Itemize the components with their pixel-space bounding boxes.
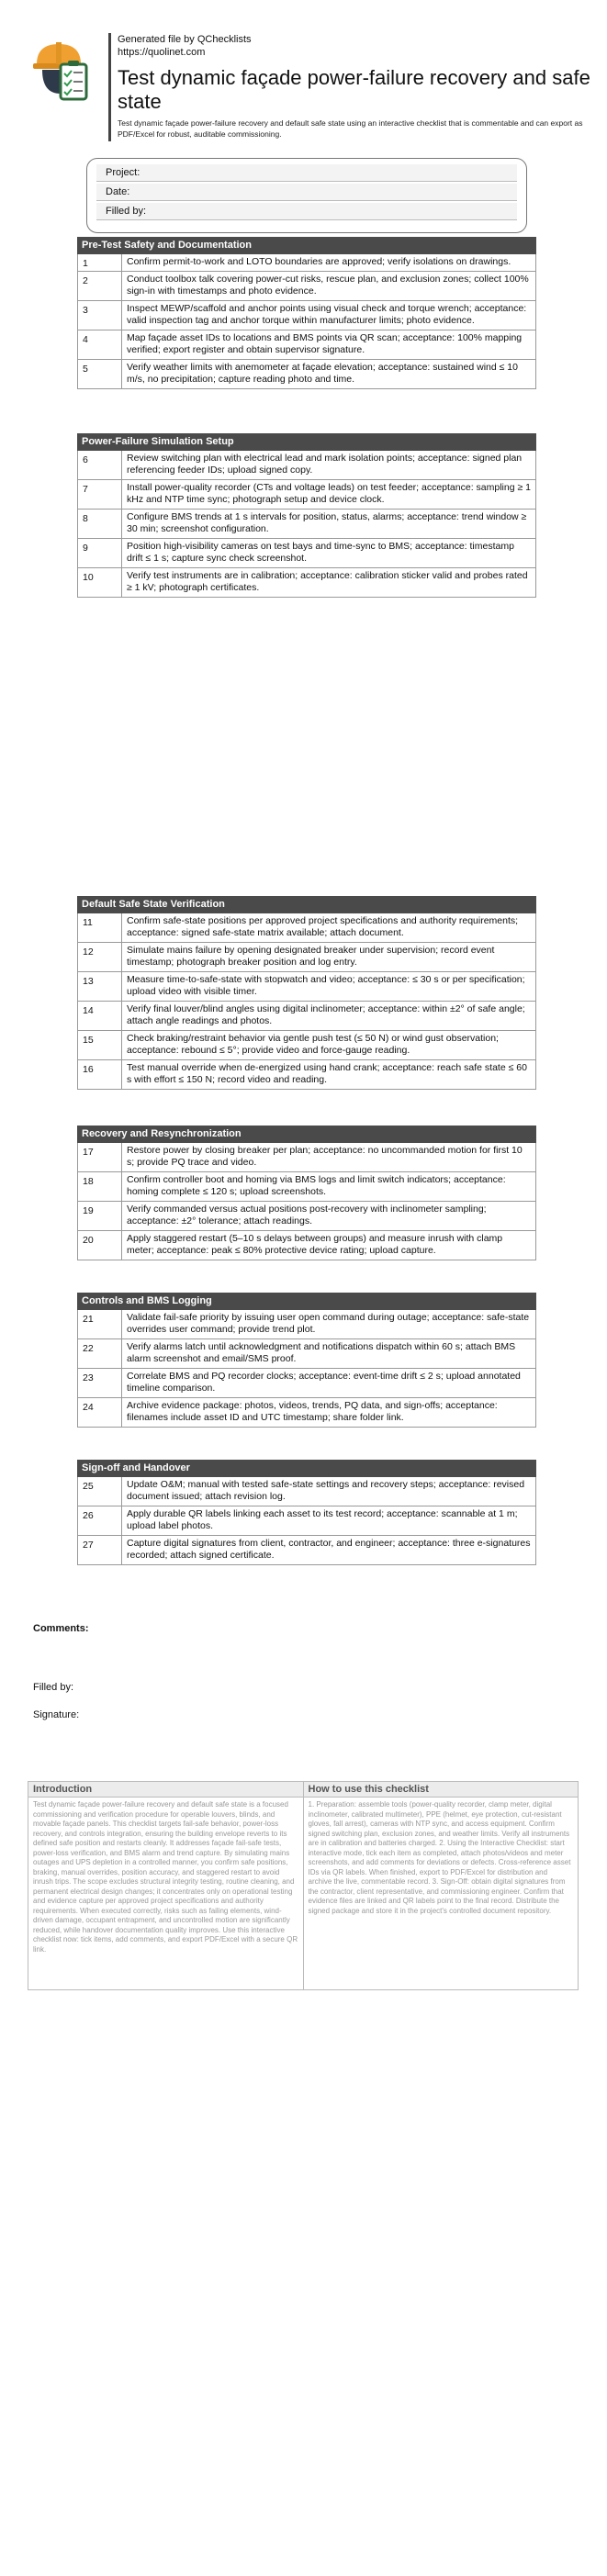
checklist-item[interactable] [78, 480, 535, 510]
intro-panel [28, 1781, 579, 1990]
section-heading: Pre-Test Safety and Documentation [77, 237, 536, 254]
checklist-item[interactable] [78, 360, 535, 389]
item-number: 10 [78, 568, 122, 597]
item-number: 4 [78, 330, 122, 359]
item-text: Verify final louver/blind angles using digital inclinometer; acceptance: within ±2° of safe angle; attach angle readings and photos. [127, 1003, 525, 1026]
section-items [77, 254, 536, 389]
section-heading: Recovery and Resynchronization [77, 1126, 536, 1143]
checklist-item[interactable] [78, 1536, 535, 1565]
item-text: Verify weather limits with anemometer at façade elevation; acceptance: sustained wind ≤ 10 m/s, no precipitation; capture reading photo and time. [127, 362, 518, 385]
signature-label: Signature: [33, 1709, 80, 1720]
item-number: 17 [78, 1143, 122, 1171]
item-text: Check braking/restraint behavior via gentle push test (≤ 50 N) or wind gust observation; acceptance: rebound ≤ 5°; provide video and force-gauge reading. [127, 1033, 499, 1056]
section-items [77, 1310, 536, 1428]
checklist-item[interactable] [78, 451, 535, 480]
item-text: Install power-quality recorder (CTs and voltage leads) on test feeder; acceptance: sampling ≥ 1 kHz and NTP time sync; photograph setup and device clock. [127, 482, 531, 505]
item-text: Capture digital signatures from client, contractor, and engineer; acceptance: three e-signatures recorded; attach signed certificate. [127, 1538, 531, 1561]
section-items [77, 913, 536, 1090]
item-text: Test manual override when de-energized using hand crank; acceptance: reach safe state ≤ 60 s with effort ≤ 150 N; record video and reading. [127, 1062, 527, 1085]
date-field[interactable]: Date: [96, 184, 517, 201]
project-info-box [86, 158, 527, 233]
introduction-text: Test dynamic façade power-failure recovery and default safe state is a focused commissioning and verification procedure for operable louvers, blinds, and movable façade panels. This checklist targets fail-safe behavior, power-loss recovery, and controls integration, ensuring the building envelope reverts to its defined safe position and restarts cleanly. It addresses façade fail-safe tests, power-loss verification, and BMS alarm and trend capture. By simulating mains outages and UPS depletion in a controlled manner, you confirm safe positions, braking, manual overrides, position accuracy, and staggered restart to avoid inrush trips. The scope excludes structural integrity testing, routine cleaning, and permanent electrical design changes; it concentrates only on operational testing and evidence capture per approved project specifications and authority requirements. When executed correctly, risks such as failing elements, wind-driven damage, occupant entrapment, and uncontrolled motion are significantly reduced, while handover documentation quality improves. Use this interactive checklist now: tick items, add comments, and export PDF/Excel with a secure QR link. [33, 1800, 298, 1954]
checklist-item[interactable] [78, 1398, 535, 1428]
item-number: 12 [78, 943, 122, 971]
how-to-heading: How to use this checklist [304, 1782, 579, 1798]
item-number: 27 [78, 1536, 122, 1564]
page-subtitle: Test dynamic façade power-failure recovery and default safe state using an interactive checklist that is commentable and can export as PDF/Excel for robust, auditable commissioning. [118, 118, 583, 139]
item-text: Archive evidence package: photos, videos, trends, PQ data, and sign-offs; acceptance: filenames include asset ID and UTC timestamp; share folder link. [127, 1400, 498, 1423]
checklist-item[interactable] [78, 1031, 535, 1060]
item-number: 24 [78, 1398, 122, 1427]
item-text: Conduct toolbox talk covering power-cut risks, rescue plan, and exclusion zones; collect 100% sign-in with timestamps and photo evidence. [127, 274, 529, 297]
checklist-item[interactable] [78, 1002, 535, 1031]
checklist-item[interactable] [78, 943, 535, 972]
item-text: Inspect MEWP/scaffold and anchor points using visual check and torque wrench; acceptance: valid inspection tag and anchor torque within manufacturer limits; photo evidence. [127, 303, 527, 326]
item-number: 25 [78, 1477, 122, 1506]
item-number: 20 [78, 1231, 122, 1260]
checklist-section [77, 237, 536, 389]
checklist-item[interactable] [78, 1369, 535, 1398]
item-text: Confirm permit-to-work and LOTO boundaries are approved; verify isolations on drawings. [127, 256, 511, 267]
item-number: 21 [78, 1310, 122, 1338]
how-to-column [303, 1782, 579, 1989]
checklist-item[interactable] [78, 913, 535, 943]
checklist-section [77, 1293, 536, 1428]
checklist-item[interactable] [78, 539, 535, 568]
filled-by-field[interactable]: Filled by: [96, 203, 517, 220]
project-field[interactable]: Project: [96, 164, 517, 182]
introduction-column [28, 1782, 303, 1989]
item-text: Confirm safe-state positions per approved project specifications and authority requirements; acceptance: signed safe-state matrix available; attach document. [127, 915, 519, 938]
checklist-section [77, 1460, 536, 1565]
header-text [118, 33, 595, 140]
item-text: Apply durable QR labels linking each asset to its test record; acceptance: scannable at 1 m; upload label photos. [127, 1508, 518, 1531]
section-heading: Sign-off and Handover [77, 1460, 536, 1477]
item-number: 1 [78, 254, 122, 271]
checklist-item[interactable] [78, 1506, 535, 1536]
section-items [77, 1143, 536, 1260]
item-text: Update O&M; manual with tested safe-state settings and recovery steps; acceptance: revised document issued; attach revision log. [127, 1479, 525, 1502]
checklist-item[interactable] [78, 330, 535, 360]
generated-by-label: Generated file by QChecklists [118, 34, 252, 45]
item-number: 19 [78, 1202, 122, 1230]
item-number: 5 [78, 360, 122, 388]
item-number: 15 [78, 1031, 122, 1059]
checklist-item[interactable] [78, 1477, 535, 1506]
item-text: Verify alarms latch until acknowledgment and notifications dispatch within 60 s; attach BMS alarm screenshot and email/SMS proof. [127, 1341, 516, 1364]
checklist-item[interactable] [78, 1060, 535, 1090]
how-to-text: 1. Preparation: assemble tools (power-quality recorder, clamp meter, digital inclinometer, calibrated multimeter), PPE (helmet, eye protection, cut-resistant gloves, fall arrest), cameras with NTP sync, and access equipment. Confirm signed switching plan, exclusion zones, and weather limits. Verify all instruments are in calibration and batteries charged. 2. Using the Interactive Checklist: start interactive mode, tick each item as completed, attach photos/videos and meter screenshots, and add comments for deviations or defects. Cross-reference asset IDs via QR labels. When finished, export to PDF/Excel for distribution and archive the live, commentable record. 3. Sign-Off: obtain digital signatures from the contractor, client representative, and commissioning engineer. Confirm that evidence files are linked and QR labels point to the final record. Distribute the signed package and store it in the project's controlled document repository. [308, 1800, 571, 1915]
item-number: 18 [78, 1172, 122, 1201]
page-title: Test dynamic façade power-failure recovery and safe state [118, 66, 590, 113]
section-heading: Default Safe State Verification [77, 896, 536, 913]
filled-by-label: Filled by: [33, 1682, 74, 1693]
item-number: 14 [78, 1002, 122, 1030]
item-text: Validate fail-safe priority by issuing user open command during outage; acceptance: safe-state overrides user command; provide trend plot. [127, 1312, 530, 1335]
item-number: 13 [78, 972, 122, 1001]
item-number: 9 [78, 539, 122, 567]
item-text: Correlate BMS and PQ recorder clocks; acceptance: event-time drift ≤ 2 s; upload annotated timeline comparison. [127, 1371, 521, 1394]
item-text: Restore power by closing breaker per plan; acceptance: no uncommanded motion for first 10 s; provide PQ trace and video. [127, 1145, 523, 1168]
item-number: 23 [78, 1369, 122, 1397]
checklist-item[interactable] [78, 301, 535, 330]
item-text: Map façade asset IDs to locations and BMS points via QR scan; acceptance: 100% mapping verified; export register and obtain supervisor signature. [127, 332, 523, 355]
introduction-heading: Introduction [28, 1782, 303, 1798]
checklist-item[interactable] [78, 1172, 535, 1202]
section-heading: Controls and BMS Logging [77, 1293, 536, 1310]
item-text: Verify commanded versus actual positions post-recovery with inclinometer sampling; acceptance: ±2° tolerance; attach readings. [127, 1204, 487, 1226]
checklist-item[interactable] [78, 254, 535, 272]
item-number: 7 [78, 480, 122, 509]
header-divider [108, 33, 111, 141]
checklist-section [77, 1126, 536, 1260]
item-number: 6 [78, 451, 122, 479]
source-url-link[interactable]: https://quolinet.com [118, 47, 206, 58]
checklist-item[interactable] [78, 1143, 535, 1172]
item-number: 3 [78, 301, 122, 330]
checklist-item[interactable] [78, 510, 535, 539]
section-items [77, 1477, 536, 1565]
checklist-item[interactable] [78, 1202, 535, 1231]
checklist-logo-icon [29, 37, 96, 103]
item-text: Measure time-to-safe-state with stopwatch and video; acceptance: ≤ 30 s or per specification; upload video with visible timer. [127, 974, 525, 997]
item-number: 22 [78, 1339, 122, 1368]
section-heading: Power-Failure Simulation Setup [77, 433, 536, 451]
comments-label: Comments: [33, 1623, 89, 1634]
checklist-item[interactable] [78, 1339, 535, 1369]
item-text: Verify test instruments are in calibration; acceptance: calibration sticker valid and probes rated ≥ 1 kV; photograph certificates. [127, 570, 528, 593]
section-items [77, 451, 536, 598]
document-header [29, 33, 590, 143]
checklist-section [77, 433, 536, 598]
checklist-item[interactable] [78, 568, 535, 598]
item-text: Position high-visibility cameras on test bays and time-sync to BMS; acceptance: timestamp drift ≤ 1 s; capture sync check screenshot. [127, 541, 514, 564]
item-text: Confirm controller boot and homing via BMS logs and limit switch indicators; acceptance: homing complete ≤ 120 s; upload screenshots. [127, 1174, 506, 1197]
item-text: Simulate mains failure by opening designated breaker under supervision; record event timestamp; photograph breaker position and log entry. [127, 945, 495, 968]
checklist-section [77, 896, 536, 1090]
checklist-item[interactable] [78, 272, 535, 301]
item-number: 8 [78, 510, 122, 538]
checklist-item[interactable] [78, 1231, 535, 1260]
item-text: Apply staggered restart (5–10 s delays between groups) and measure inrush with clamp meter; acceptance: peak ≤ 80% protective device rating; upload capture. [127, 1233, 503, 1256]
checklist-item[interactable] [78, 1310, 535, 1339]
item-text: Review switching plan with electrical lead and mark isolation points; acceptance: signed plan referencing feeder IDs; upload signed copy. [127, 453, 523, 476]
item-number: 2 [78, 272, 122, 300]
item-number: 16 [78, 1060, 122, 1089]
item-number: 11 [78, 913, 122, 942]
item-text: Configure BMS trends at 1 s intervals for position, status, alarms; acceptance: trend window ≥ 30 min; screenshot configuration. [127, 511, 527, 534]
checklist-item[interactable] [78, 972, 535, 1002]
item-number: 26 [78, 1506, 122, 1535]
